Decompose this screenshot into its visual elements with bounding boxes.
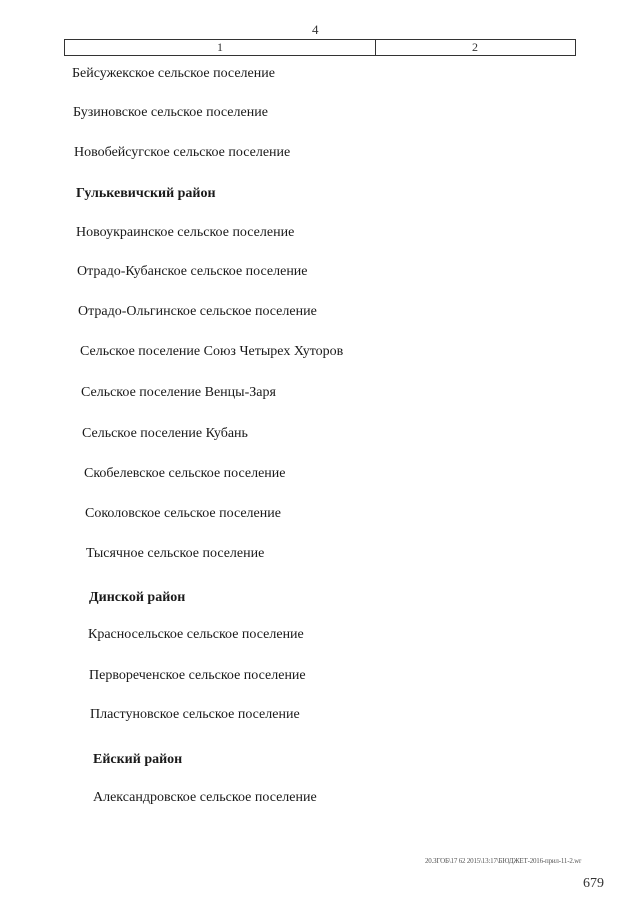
settlement-name: Новобейсугское сельское поселение (74, 145, 291, 160)
settlement-name: Отрадо-Кубанское сельское поселение (77, 264, 308, 279)
page-number: 679 (583, 876, 604, 891)
settlement-name: Скобелевское сельское поселение (84, 466, 286, 481)
settlement-name: Красносельское сельское поселение (88, 627, 304, 642)
page-continuation-number: 4 (312, 22, 319, 37)
table-column-header (64, 39, 576, 56)
settlement-name: Сельское поселение Кубань (82, 426, 248, 441)
settlement-name: Бузиновское сельское поселение (73, 105, 268, 120)
settlement-name: Пластуновское сельское поселение (90, 707, 300, 722)
settlement-name: Первореченское сельское поселение (89, 668, 306, 683)
district-name: Гулькевичский район (76, 186, 216, 201)
column-header-1: 1 (65, 40, 376, 55)
column-header-2: 2 (472, 40, 478, 54)
settlement-name: Новоукраинское сельское поселение (76, 225, 295, 240)
settlement-name: Тысячное сельское поселение (86, 546, 265, 561)
settlement-name: Сельское поселение Венцы-Заря (81, 385, 276, 400)
settlement-name: Соколовское сельское поселение (85, 506, 281, 521)
settlement-name: Бейсужекское сельское поселение (72, 66, 275, 81)
footer-file-path: 20.ЗГОБ\17 62 2015\13:17\БЮДЖЕТ-2016-прил-11-2.wr (425, 857, 582, 865)
settlement-name: Александровское сельское поселение (93, 790, 317, 805)
district-name: Ейский район (93, 752, 183, 767)
district-name: Динской район (89, 590, 186, 605)
settlement-name: Сельское поселение Союз Четырех Хуторов (80, 344, 344, 359)
settlement-name: Отрадо-Ольгинское сельское поселение (78, 304, 317, 319)
